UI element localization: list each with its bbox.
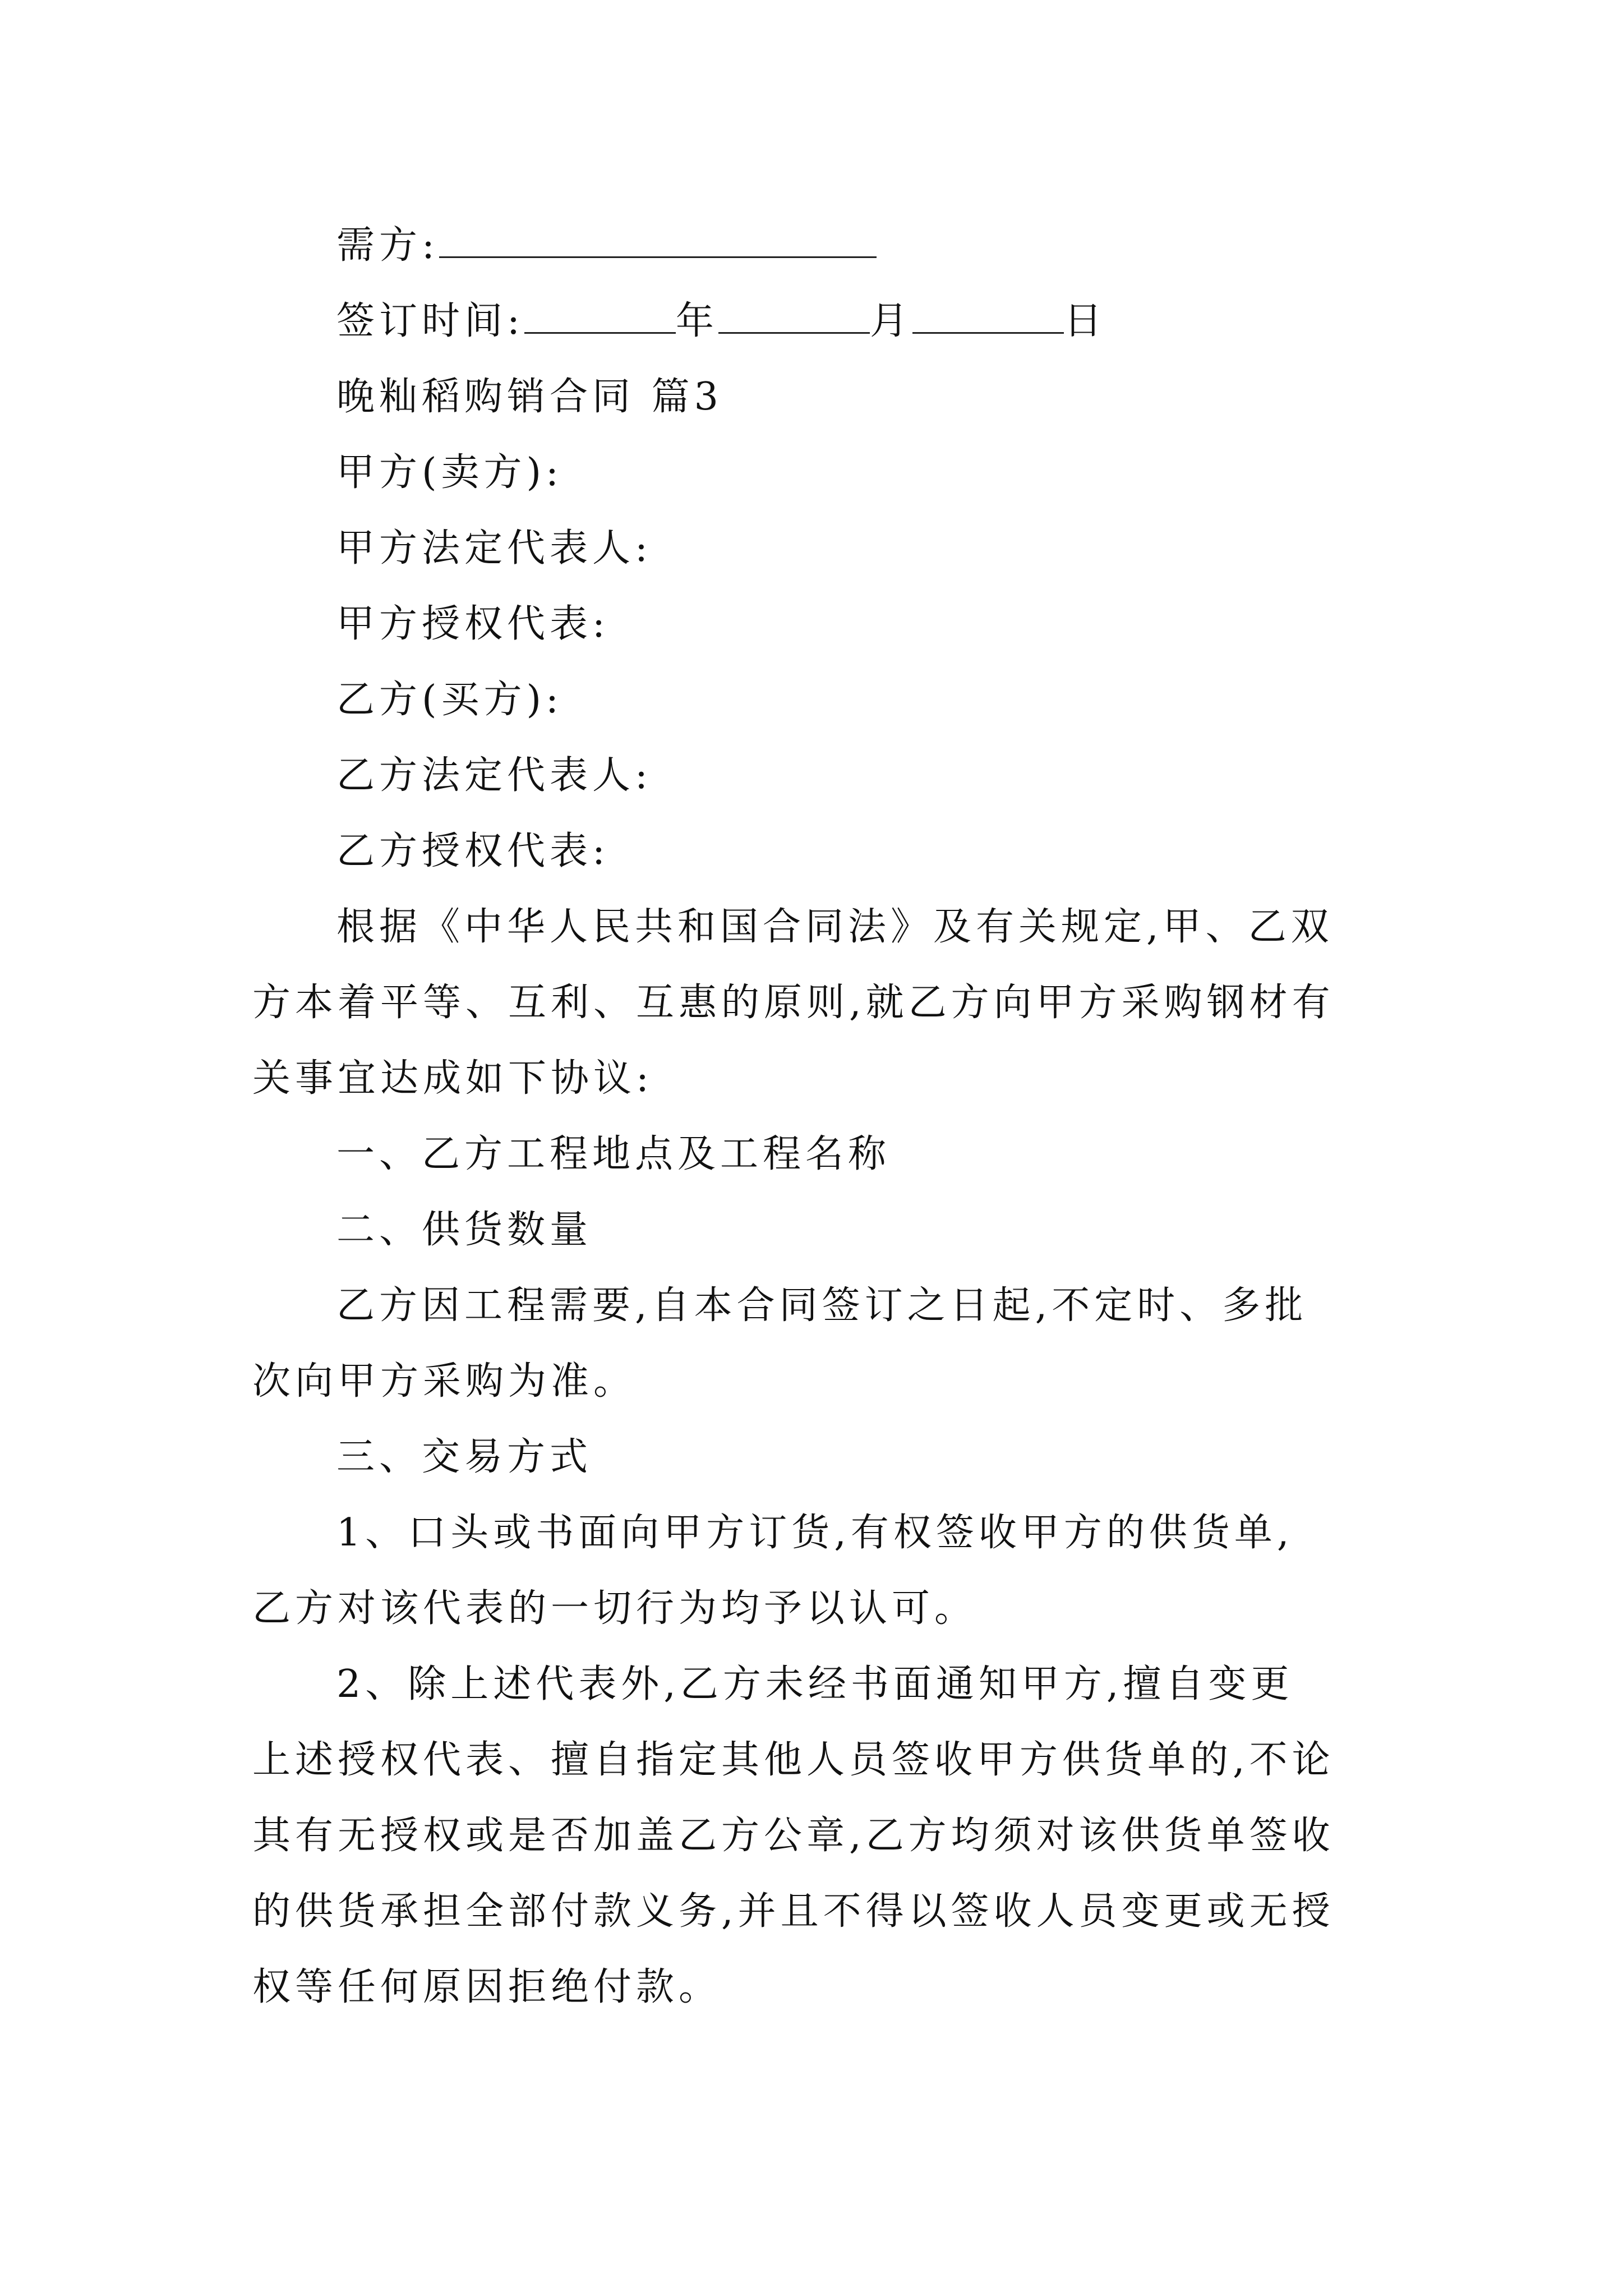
sign-time-label: 签订时间:: [336, 299, 524, 343]
section-1-heading: 一、乙方工程地点及工程名称: [336, 1132, 891, 1176]
year-blank[interactable]: [524, 293, 676, 334]
item-2-line-5: 权等任何原因拒绝付款。: [252, 1965, 722, 2009]
sign-time-line: [336, 283, 1475, 360]
party-b-auth-rep: 乙方授权代表:: [336, 829, 610, 873]
party-a-auth-rep: 甲方授权代表:: [336, 602, 610, 646]
item-2-line-1: 2、除上述代表外,乙方未经书面通知甲方,擅自变更: [336, 1662, 1294, 1706]
buyer-blank[interactable]: [439, 217, 877, 258]
item-2-line-3: 其有无授权或是否加盖乙方公章,乙方均须对该供货单签收: [252, 1814, 1335, 1858]
year-label: 年: [675, 299, 718, 343]
party-a-legal-rep: 甲方法定代表人:: [336, 526, 652, 570]
intro-line-2: 方本着平等、互利、互惠的原则,就乙方向甲方采购钢材有: [252, 981, 1335, 1025]
buyer-line: [336, 208, 1475, 284]
party-b-legal-rep: 乙方法定代表人:: [336, 753, 652, 798]
item-1-line-2: 乙方对该代表的一切行为均予以认可。: [252, 1586, 978, 1631]
section-2-body-line-2: 次向甲方采购为准。: [252, 1359, 637, 1404]
item-2-line-4: 的供货承担全部付款义务,并且不得以签收人员变更或无授: [252, 1889, 1335, 1934]
section-2-body-line-1: 乙方因工程需要,自本合同签订之日起,不定时、多批: [336, 1283, 1308, 1328]
party-b-buyer: 乙方(买方):: [336, 678, 563, 722]
day-label: 日: [1063, 299, 1106, 343]
buyer-label: 需方:: [336, 223, 439, 268]
intro-line-1: 根据《中华人民共和国合同法》及有关规定,甲、乙双: [336, 905, 1334, 949]
item-2-line-2: 上述授权代表、擅自指定其他人员签收甲方供货单的,不论: [252, 1738, 1335, 1782]
party-a-seller: 甲方(卖方):: [336, 450, 563, 495]
intro-line-3: 关事宜达成如下协议:: [252, 1056, 653, 1101]
item-1-line-1: 1、口头或书面向甲方订货,有权签收甲方的供货单,: [336, 1511, 1294, 1555]
contract-title: 晚籼稻购销合同 篇3: [336, 375, 723, 419]
month-label: 月: [869, 299, 912, 343]
month-blank[interactable]: [718, 293, 870, 334]
section-2-heading: 二、供货数量: [336, 1208, 593, 1252]
day-blank[interactable]: [912, 293, 1064, 334]
section-3-heading: 三、交易方式: [336, 1435, 593, 1479]
